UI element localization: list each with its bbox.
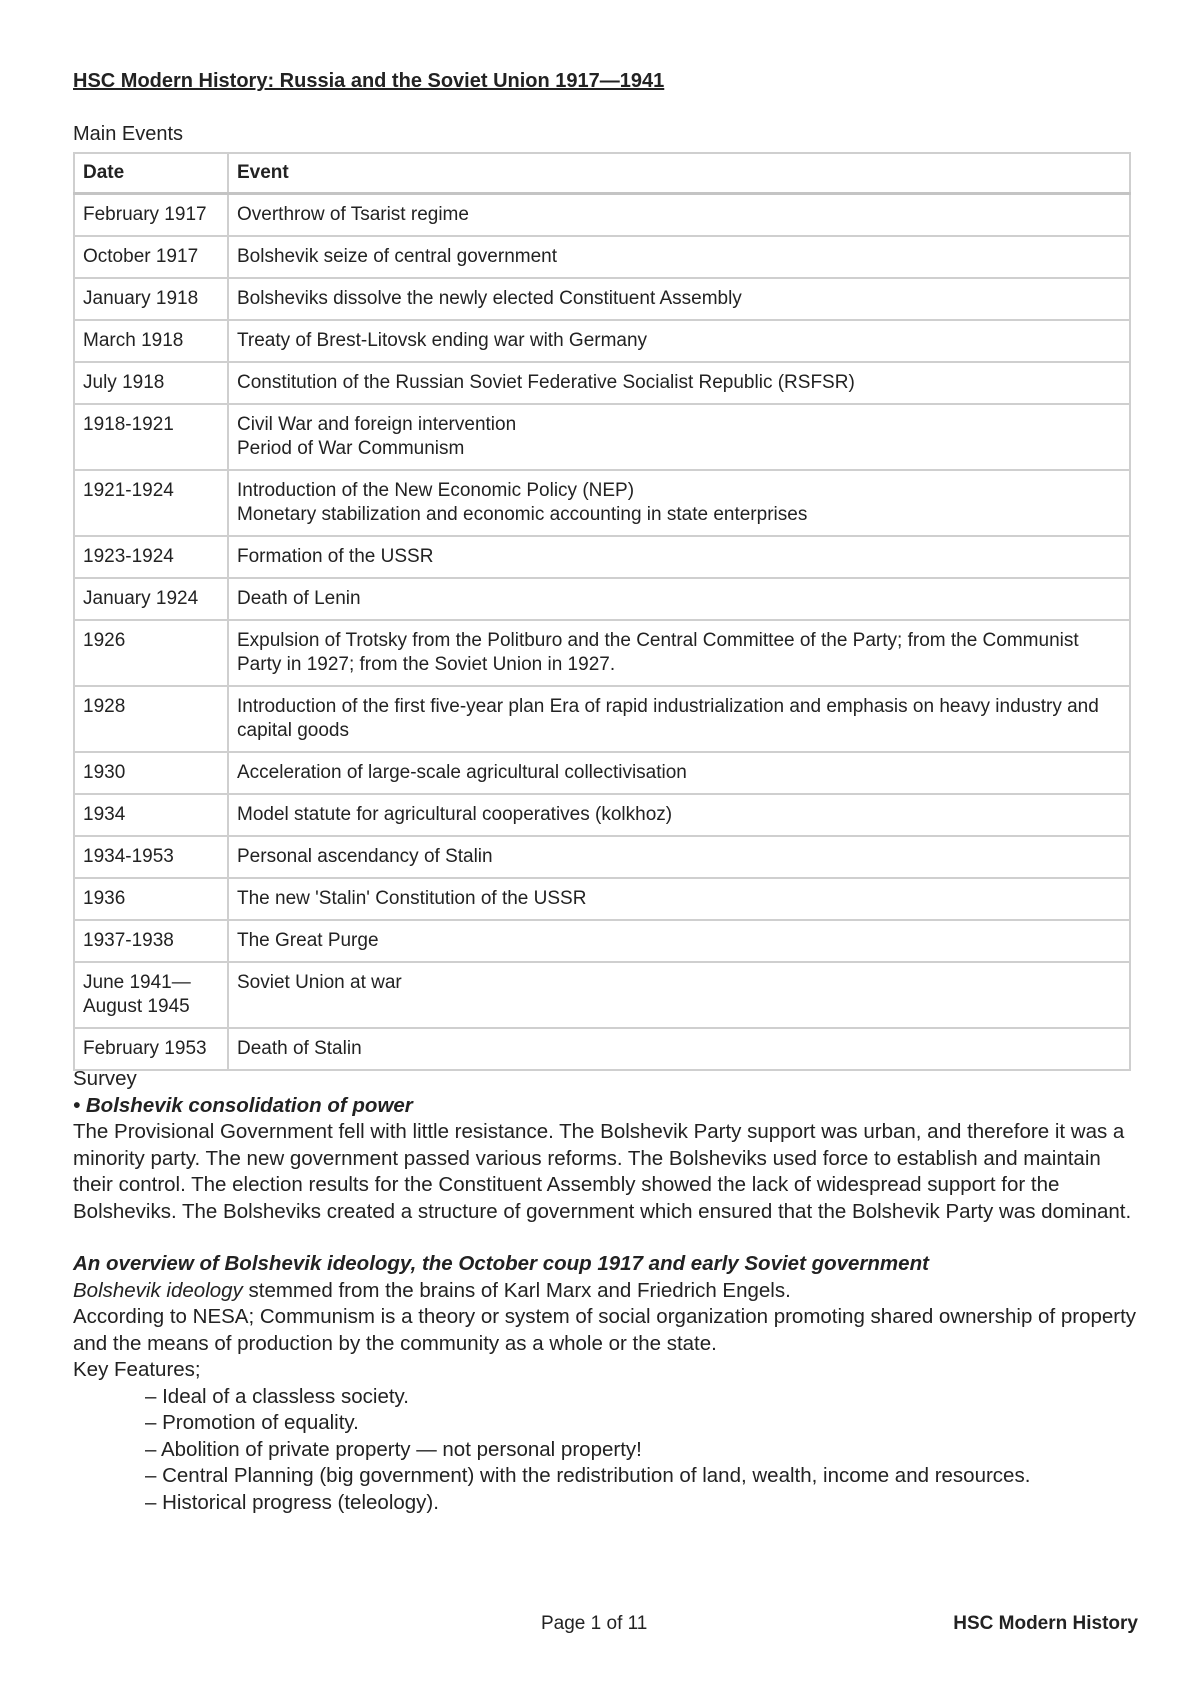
main-events-table: [73, 152, 1131, 1071]
event-description-cell: [228, 470, 1130, 536]
footer-page-number: Page 1 of 11: [541, 1613, 648, 1634]
event-date-cell: February 1917: [74, 194, 228, 237]
event-description-cell: [228, 794, 1130, 836]
page-title: HSC Modern History: Russia and the Soviet Union 1917—1941: [73, 70, 665, 92]
event-line: Expulsion of Trotsky from the Politburo and the Central Committee of the Party; from the Communist Party in 1927; from the Soviet Union in 1927.: [237, 630, 1079, 675]
survey-bullet-heading: • Bolshevik consolidation of power: [73, 1093, 413, 1117]
table-row: [74, 794, 1130, 836]
event-date-cell: October 1917: [74, 236, 228, 278]
event-description-cell: [228, 752, 1130, 794]
table-row: [74, 362, 1130, 404]
event-line: Bolsheviks dissolve the newly elected Constituent Assembly: [237, 288, 742, 309]
feature-item: – Ideal of a classless society.: [145, 1384, 409, 1408]
table-row: [74, 278, 1130, 320]
overview-heading: An overview of Bolshevik ideology, the October coup 1917 and early Soviet government: [73, 1252, 929, 1275]
feature-item: – Central Planning (big government) with the redistribution of land, wealth, income and resources.: [145, 1464, 1031, 1487]
table-row: [74, 620, 1130, 686]
event-description-cell: [228, 320, 1130, 362]
event-description-cell: [228, 1028, 1130, 1070]
table-row: [74, 470, 1130, 536]
table-header-row: [74, 153, 1130, 194]
spacer: [73, 1225, 1143, 1251]
event-line: Model statute for agricultural cooperatives (kolkhoz): [237, 804, 673, 825]
event-date-cell: June 1941— August 1945: [74, 962, 228, 1028]
survey-heading: Survey: [73, 1067, 137, 1090]
event-line: Treaty of Brest-Litovsk ending war with Germany: [237, 330, 648, 351]
event-line: Acceleration of large-scale agricultural collectivisation: [237, 762, 687, 783]
event-description-cell: [228, 236, 1130, 278]
table-row: [74, 920, 1130, 962]
event-date-cell: January 1918: [74, 278, 228, 320]
event-description-cell: [228, 536, 1130, 578]
table-row: [74, 878, 1130, 920]
event-line: Constitution of the Russian Soviet Federative Socialist Republic (RSFSR): [237, 372, 855, 393]
event-line: Soviet Union at war: [237, 972, 402, 993]
event-description-cell: [228, 578, 1130, 620]
event-line: The new 'Stalin' Constitution of the USSR: [237, 888, 587, 909]
feature-item: – Historical progress (teleology).: [145, 1490, 439, 1514]
event-description-cell: [228, 878, 1130, 920]
footer-document-title: HSC Modern History: [953, 1613, 1138, 1634]
ideology-rest: stemmed from the brains of Karl Marx and Friedrich Engels.: [242, 1278, 791, 1302]
event-date-cell: 1937-1938: [74, 920, 228, 962]
table-row: [74, 578, 1130, 620]
event-line: Monetary stabilization and economic accounting in state enterprises: [237, 504, 808, 525]
column-header-event: Event: [228, 153, 1130, 194]
key-features-label: Key Features;: [73, 1358, 201, 1381]
table-row: [74, 752, 1130, 794]
ideology-sentence: [73, 1278, 1143, 1305]
table-row: [74, 1028, 1130, 1070]
communism-definition: According to NESA; Communism is a theory or system of social organization promoting shared ownership of property and the means of production by the community as a whole or the state.: [73, 1305, 1137, 1355]
event-line: Period of War Communism: [237, 438, 465, 459]
table-row: [74, 536, 1130, 578]
main-events-heading: Main Events: [73, 123, 184, 145]
feature-item: – Abolition of private property — not personal property!: [145, 1437, 642, 1461]
table-row: [74, 236, 1130, 278]
event-line: Bolshevik seize of central government: [237, 246, 557, 267]
ideology-term: Bolshevik ideology: [73, 1278, 243, 1302]
event-date-cell: March 1918: [74, 320, 228, 362]
event-line: Death of Stalin: [237, 1038, 362, 1059]
table-row: [74, 836, 1130, 878]
event-date-cell: 1926: [74, 620, 228, 686]
event-date-cell: 1923-1924: [74, 536, 228, 578]
table-row: [74, 962, 1130, 1028]
event-date-cell: 1936: [74, 878, 228, 920]
event-date-cell: 1934: [74, 794, 228, 836]
column-header-date: Date: [74, 153, 228, 194]
event-date-cell: 1930: [74, 752, 228, 794]
event-description-cell: [228, 194, 1130, 237]
event-date-cell: 1934-1953: [74, 836, 228, 878]
feature-item: – Promotion of equality.: [145, 1411, 359, 1434]
event-description-cell: [228, 278, 1130, 320]
event-line: The Great Purge: [237, 930, 379, 951]
event-description-cell: [228, 620, 1130, 686]
event-description-cell: [228, 962, 1130, 1028]
event-description-cell: [228, 920, 1130, 962]
survey-section: [73, 1066, 1143, 1516]
event-line: Civil War and foreign intervention: [237, 414, 517, 435]
event-description-cell: [228, 836, 1130, 878]
event-date-cell: 1921-1924: [74, 470, 228, 536]
event-date-cell: 1928: [74, 686, 228, 752]
event-date-cell: 1918-1921: [74, 404, 228, 470]
table-body: [74, 194, 1130, 1071]
event-description-cell: [228, 686, 1130, 752]
table-row: [74, 686, 1130, 752]
event-line: Formation of the USSR: [237, 546, 434, 567]
table-row: [74, 194, 1130, 237]
event-date-cell: January 1924: [74, 578, 228, 620]
event-date-cell: July 1918: [74, 362, 228, 404]
survey-paragraph: The Provisional Government fell with little resistance. The Bolshevik Party support was urban, and therefore it was a minority party. The new government passed various reforms. The Bolsheviks used force to establish and maintain their control. The election results for the Constituent Assembly showed the lack of widespread support for the Bolsheviks. The Bolsheviks created a structure of government which ensured that the Bolshevik Party was dominant.: [73, 1120, 1132, 1223]
event-description-cell: [228, 362, 1130, 404]
event-line: Personal ascendancy of Stalin: [237, 846, 493, 867]
event-description-cell: [228, 404, 1130, 470]
table-row: [74, 320, 1130, 362]
event-line: Death of Lenin: [237, 588, 361, 609]
table-row: [74, 404, 1130, 470]
event-line: Introduction of the first five-year plan Era of rapid industrialization and emphasis on heavy industry and capital goods: [237, 696, 1099, 741]
event-date-cell: February 1953: [74, 1028, 228, 1070]
event-line: Introduction of the New Economic Policy (NEP): [237, 480, 635, 501]
event-line: Overthrow of Tsarist regime: [237, 204, 469, 225]
